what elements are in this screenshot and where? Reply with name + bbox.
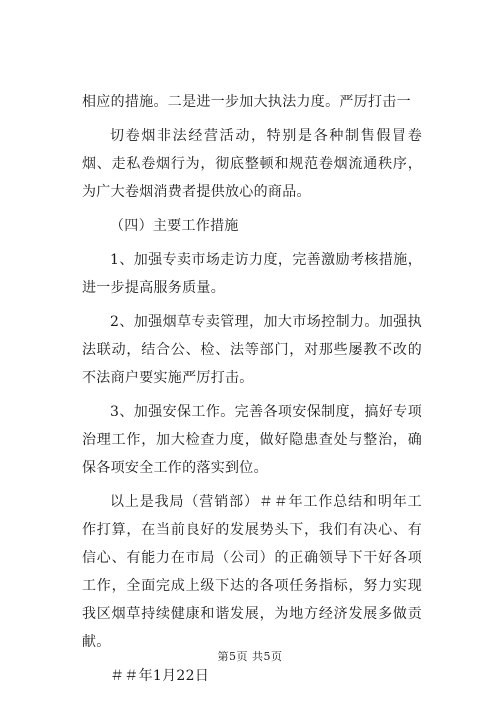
- document-body: [82, 88, 422, 696]
- paragraph-measure-1: 1、加强专卖市场走访力度，完善激励考核措施，进一步提高服务质量。: [82, 252, 422, 296]
- paragraph-continuation: 相应的措施。二是进一步加大执法力度。严厉打击一: [82, 94, 411, 110]
- document-date: ＃＃年1月22日: [110, 668, 210, 684]
- paragraph-measure-3: 3、加强安保工作。完善各项安保制度，搞好专项治理工作，加大检查力度，做好隐患查处与整治，确保各项安全工作的落实到位。: [82, 404, 422, 476]
- paragraph-measure-2: 2、加强烟草专卖管理，加大市场控制力。加强执法联动，结合公、检、法等部门，对那些屡教不改的不法商户要实施严厉打击。: [82, 314, 422, 386]
- page-number-footer: 第5页 共5页: [217, 650, 283, 663]
- paragraph-crackdown: 切卷烟非法经营活动，特别是各种制售假冒卷烟、走私卷烟行为，彻底整顿和规范卷烟流通秩序，为广大卷烟消费者提供放心的商品。: [82, 128, 422, 200]
- paragraph-conclusion: 以上是我局（营销部）＃＃年工作总结和明年工作打算，在当前良好的发展势头下，我们有决心、有信心、有能力在市局（公司）的正确领导下干好各项工作，全面完成上级下达的各项任务指标，努力实现我区烟草持续健康和谐发展，为地方经济发展多做贡献。: [82, 494, 422, 650]
- section-heading-measures: （四）主要工作措施: [110, 218, 239, 234]
